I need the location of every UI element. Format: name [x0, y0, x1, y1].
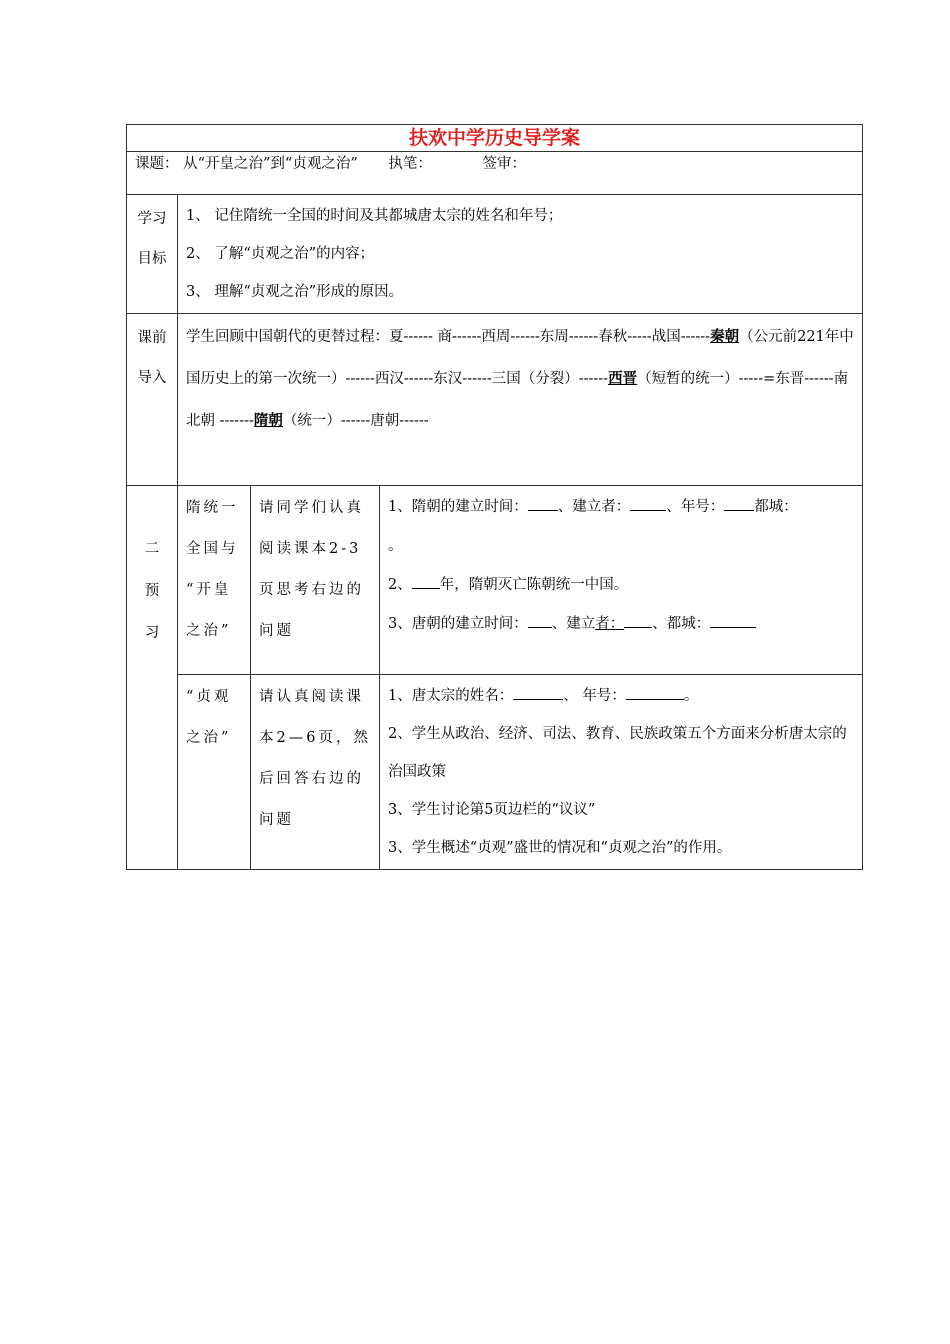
instruction-line: 问题 — [259, 812, 294, 828]
question-text: 、都城： — [652, 616, 711, 632]
section2-questions — [380, 675, 863, 870]
answer-blank[interactable] — [513, 685, 563, 700]
title-cell — [127, 125, 863, 152]
topic-line: 隋统一 — [186, 500, 239, 516]
preview-label-line: 习 — [144, 625, 160, 641]
dynasty-qin: 秦朝 — [710, 328, 740, 345]
question-text: 、年号： — [666, 499, 725, 515]
goals-label — [127, 195, 178, 314]
answer-blank[interactable] — [528, 613, 552, 628]
question-text: 、 年号： — [563, 688, 626, 704]
preview-label-line: 预 — [144, 583, 160, 599]
question-3 — [388, 605, 854, 644]
section2-topic — [178, 675, 251, 870]
instruction-line: 请认真阅读课 — [259, 689, 364, 705]
topic-line: 之治” — [186, 623, 232, 639]
answer-blank[interactable] — [630, 496, 666, 511]
reviewer-label: 签审： — [482, 156, 526, 172]
goal-item: 1、 记住隋统一全国的时间及其都城唐太宗的姓名和年号； — [186, 208, 563, 224]
instruction-line: 问题 — [259, 623, 294, 639]
dynasty-xijin: 西晋 — [608, 370, 638, 387]
question-text: 、建立者： — [557, 499, 631, 515]
answer-blank[interactable] — [412, 574, 440, 589]
question-2 — [388, 566, 854, 605]
preview-label — [127, 486, 178, 870]
section1-questions — [380, 486, 863, 675]
question-1 — [388, 677, 854, 715]
instruction-line: 页思考右边的 — [259, 582, 364, 598]
question-text: 1、隋朝的建立时间： — [388, 499, 528, 515]
topic-line: “贞观 — [186, 689, 232, 705]
goals-label-line: 目标 — [137, 251, 167, 267]
question-text: 。 — [388, 538, 403, 554]
question-text: 都城： — [754, 499, 798, 515]
question-text: 年，隋朝灭亡陈朝统一中国。 — [439, 577, 629, 593]
study-guide-table — [126, 124, 863, 870]
question-4: 3、学生概述“贞观”盛世的情况和“贞观之治”的作用。 — [388, 840, 732, 856]
question-3: 3、学生讨论第5页边栏的“议议” — [388, 802, 596, 818]
page-title: 扶欢中学历史导学案 — [409, 127, 581, 149]
goals-content — [178, 195, 863, 314]
question-text: 。 — [683, 688, 699, 704]
answer-blank[interactable] — [710, 613, 756, 628]
section1-topic — [178, 486, 251, 675]
instruction-line: 本2—6页，然 — [259, 730, 371, 746]
intro-label-line: 导入 — [137, 370, 167, 386]
preview-label-line: 二 — [144, 541, 160, 557]
topic-line: 之治” — [186, 730, 232, 746]
question-2: 2、学生从政治、经济、司法、教育、民族政策五个方面来分析唐太宗的治国政策 — [388, 726, 847, 780]
topic-line: “开皇 — [186, 582, 232, 598]
intro-text: （统一）------唐朝------ — [282, 413, 429, 429]
answer-blank[interactable] — [624, 613, 652, 628]
question-text: 者： — [595, 616, 625, 632]
question-text: 2、 — [388, 577, 412, 593]
instruction-line: 后回答右边的 — [259, 771, 364, 787]
goal-item: 3、 理解“贞观之治”形成的原因。 — [186, 284, 404, 300]
goals-label-line: 学习 — [137, 211, 167, 227]
intro-text: （短暂的统一）-----=东晋------南北朝 ------- — [186, 371, 849, 429]
topic-line: 全国与 — [186, 541, 239, 557]
section1-instruction — [251, 486, 380, 675]
goal-item: 2、 了解“贞观之治”的内容； — [186, 246, 375, 262]
section2-instruction — [251, 675, 380, 870]
instruction-line: 阅读课本2-3 — [259, 541, 362, 557]
intro-label — [127, 314, 178, 486]
question-text: 1、唐太宗的姓名： — [388, 688, 514, 704]
answer-blank[interactable] — [528, 496, 558, 511]
instruction-line: 请同学们认真 — [259, 500, 364, 516]
topic-row — [127, 152, 863, 195]
intro-label-line: 课前 — [137, 330, 167, 346]
answer-blank[interactable] — [626, 685, 684, 700]
topic-text: 课题： 从“开皇之治”到“贞观之治” — [135, 156, 358, 172]
question-1 — [388, 488, 854, 566]
answer-blank[interactable] — [724, 496, 754, 511]
intro-text: （公元前221年中国历史上的第一次统一）------西汉------东汉------三国（分裂）------ — [186, 329, 854, 387]
intro-text: 学生回顾中国朝代的更替过程：夏------ 商------西周------东周------春秋-----战国------ — [186, 329, 711, 345]
intro-paragraph — [178, 314, 862, 444]
question-text: 3、唐朝的建立时间： — [388, 616, 528, 632]
question-text: 、建立 — [551, 616, 596, 632]
intro-content — [178, 314, 863, 486]
dynasty-sui: 隋朝 — [253, 412, 283, 429]
author-label: 执笔： — [388, 156, 432, 172]
